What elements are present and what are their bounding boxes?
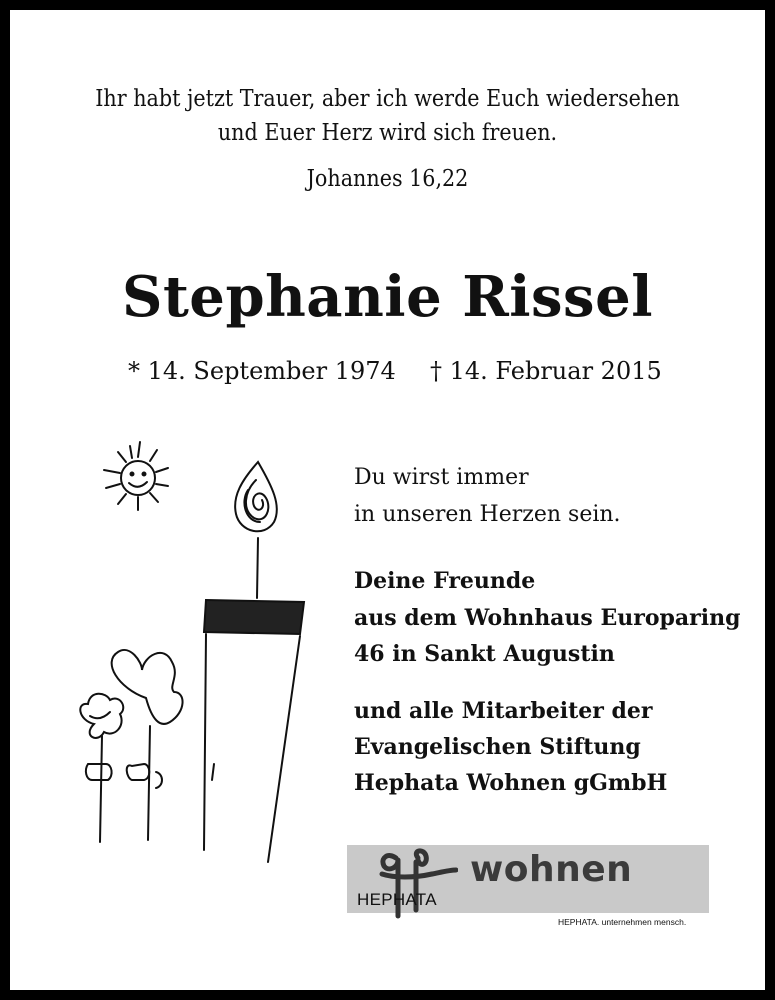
- birth-date: * 14. September 1974: [128, 357, 396, 385]
- friends-line-3: 46 in Sankt Augustin: [354, 641, 615, 667]
- logo-tagline: HEPHATA. unternehmen mensch.: [558, 917, 687, 927]
- logo-org-name: HEPHATA: [357, 890, 437, 909]
- verse-reference: Johannes 16,22: [306, 166, 469, 192]
- friends-line-2: aus dem Wohnhaus Europaring: [354, 605, 741, 631]
- deceased-name: Stephanie Rissel: [122, 264, 653, 330]
- verse-line-1: Ihr habt jetzt Trauer, aber ich werde Euch wiedersehen: [95, 86, 680, 112]
- candle-drawing: [204, 462, 304, 862]
- flowers-drawing: [80, 650, 182, 842]
- staff-line-1: und alle Mitarbeiter der: [354, 698, 653, 724]
- verse-line-2: und Euer Herz wird sich freuen.: [217, 120, 558, 146]
- message-line-2: in unseren Herzen sein.: [354, 502, 621, 527]
- staff-line-3: Hephata Wohnen gGmbH: [354, 770, 668, 796]
- child-drawing-illustration: [60, 430, 350, 870]
- death-date: † 14. Februar 2015: [430, 357, 662, 385]
- logo-word: wohnen: [470, 849, 633, 890]
- sun-drawing: [104, 442, 168, 510]
- friends-line-1: Deine Freunde: [354, 568, 536, 594]
- staff-line-2: Evangelischen Stiftung: [354, 734, 641, 760]
- message-line-1: Du wirst immer: [354, 465, 529, 490]
